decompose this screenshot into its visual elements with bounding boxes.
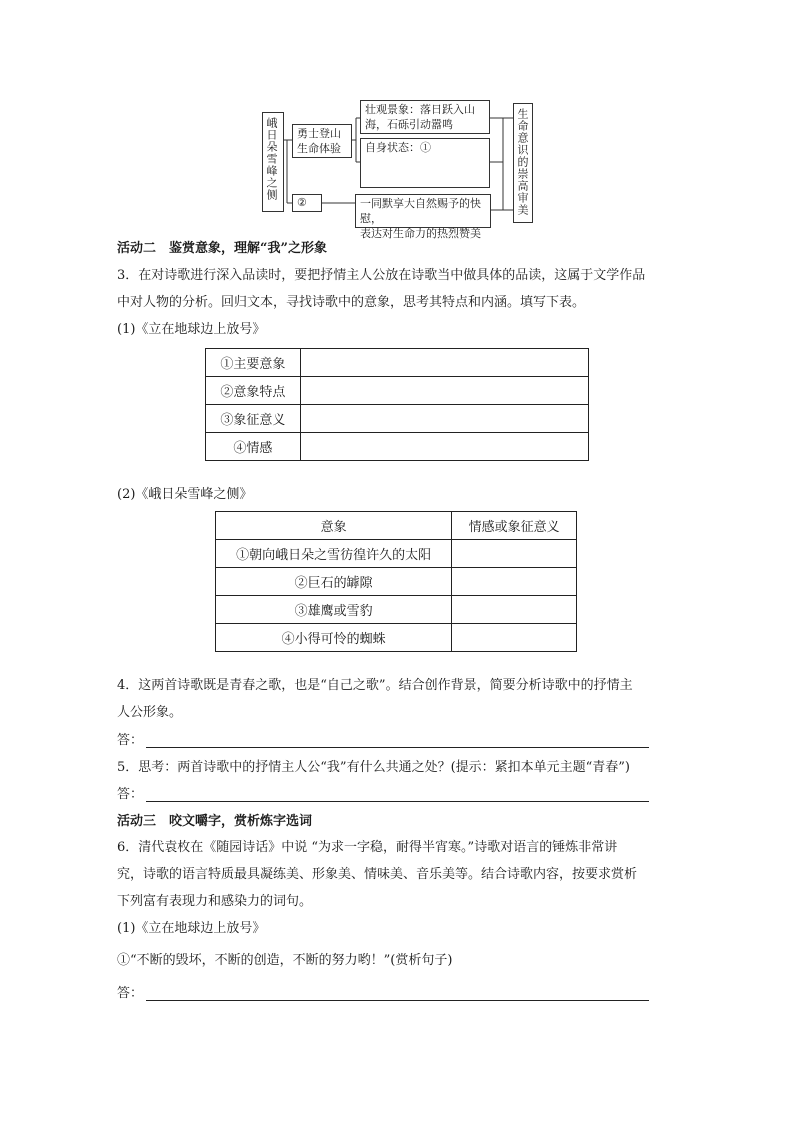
q3-sub1: (1)《立在地球边上放号》 xyxy=(117,322,266,337)
table2-header: 意象 xyxy=(216,512,452,540)
scene-line2: 海，石砾引动嚣鸣 xyxy=(365,118,453,131)
q6-line1: 6．清代袁枚在《随园诗话》中说 “为求一字稳，耐得半宵寒。”诗歌对语言的锤炼非常讲 xyxy=(117,840,618,855)
q6-answer-label: 答： xyxy=(117,986,144,1001)
table2-image-cell: ②巨石的罅隙 xyxy=(216,568,452,596)
scene-box xyxy=(360,100,490,134)
scene-line1: 壮观景象：落日跃入山 xyxy=(365,103,475,116)
table1-label: ②意象特点 xyxy=(206,377,301,405)
root-label: 峨日朵雪峰之侧 xyxy=(265,117,278,201)
q4-line1: 4．这两首诗歌既是青春之歌，也是“自己之歌”。结合创作背景，简要分析诗歌中的抒情主 xyxy=(117,678,633,693)
table-row xyxy=(216,596,577,624)
result-box xyxy=(513,103,533,223)
root-box xyxy=(262,112,284,212)
table-row xyxy=(206,405,589,433)
table-row xyxy=(206,377,589,405)
table-row xyxy=(216,624,577,652)
q4-line2: 人公形象。 xyxy=(117,705,183,720)
table1-answer-cell[interactable] xyxy=(300,405,588,433)
table2-answer-cell[interactable] xyxy=(452,596,577,624)
result-label: 生命意识的崇高审美 xyxy=(516,108,529,216)
activity2-heading: 活动二 鉴赏意象，理解“我”之形象 xyxy=(117,241,327,256)
table1-label: ④情感 xyxy=(206,433,301,461)
share-box xyxy=(355,194,491,240)
branch1-line1: 勇士登山 xyxy=(297,127,341,140)
table1-label: ③象征意义 xyxy=(206,405,301,433)
table2 xyxy=(215,511,577,652)
q4-answer-line[interactable] xyxy=(146,747,649,748)
branch2-label: ② xyxy=(297,196,307,209)
share-line1: 一同默享大自然赐予的快慰， xyxy=(360,197,481,225)
table-row xyxy=(216,568,577,596)
table2-image-cell: ①朝向峨日朵之雪彷徨许久的太阳 xyxy=(216,540,452,568)
q5-answer-label: 答： xyxy=(117,787,144,802)
table1-label: ①主要意象 xyxy=(206,349,301,377)
branch1-box xyxy=(292,124,352,158)
q5-line1: 5．思考：两首诗歌中的抒情主人公“我”有什么共通之处？(提示：紧扣本单元主题“青春”) xyxy=(117,760,630,775)
q6-line3: 下列富有表现力和感染力的词句。 xyxy=(117,894,313,909)
q4-answer-label: 答： xyxy=(117,733,144,748)
self-state-label: 自身状态：① xyxy=(365,141,431,154)
table-row xyxy=(206,433,589,461)
branch1-line2: 生命体验 xyxy=(297,142,341,155)
table1-answer-cell[interactable] xyxy=(300,377,588,405)
branch2-box xyxy=(292,194,322,212)
table1-answer-cell[interactable] xyxy=(300,433,588,461)
q6-answer-line[interactable] xyxy=(146,1000,649,1001)
activity3-heading: 活动三 咬文嚼字，赏析炼字选词 xyxy=(117,814,313,829)
q6-item1: ①“不断的毁坏，不断的创造，不断的努力哟！”(赏析句子) xyxy=(117,953,453,968)
table2-answer-cell[interactable] xyxy=(452,624,577,652)
q5-answer-line[interactable] xyxy=(146,801,649,802)
q6-sub1: (1)《立在地球边上放号》 xyxy=(117,921,266,936)
table2-header: 情感或象征意义 xyxy=(452,512,577,540)
table2-image-cell: ③雄鹰或雪豹 xyxy=(216,596,452,624)
table-row xyxy=(216,540,577,568)
self-state-box xyxy=(360,138,490,188)
q3-line2: 中对人物的分析。回归文本，寻找诗歌中的意象，思考其特点和内涵。填写下表。 xyxy=(117,295,586,310)
table-row xyxy=(206,349,589,377)
table1 xyxy=(205,348,589,461)
q3-sub2: (2)《峨日朵雪峰之侧》 xyxy=(117,487,253,502)
table1-answer-cell[interactable] xyxy=(300,349,588,377)
table-header-row xyxy=(216,512,577,540)
table2-answer-cell[interactable] xyxy=(452,540,577,568)
table2-image-cell: ④小得可怜的蜘蛛 xyxy=(216,624,452,652)
q3-line1: 3．在对诗歌进行深入品读时，要把抒情主人公放在诗歌当中做具体的品读，这属于文学作品 xyxy=(117,268,646,283)
share-line2: 表达对生命力的热烈赞美 xyxy=(360,227,481,240)
table2-answer-cell[interactable] xyxy=(452,568,577,596)
q6-line2: 究，诗歌的语言特质最具凝练美、形象美、情味美、音乐美等。结合诗歌内容，按要求赏析 xyxy=(117,867,638,882)
